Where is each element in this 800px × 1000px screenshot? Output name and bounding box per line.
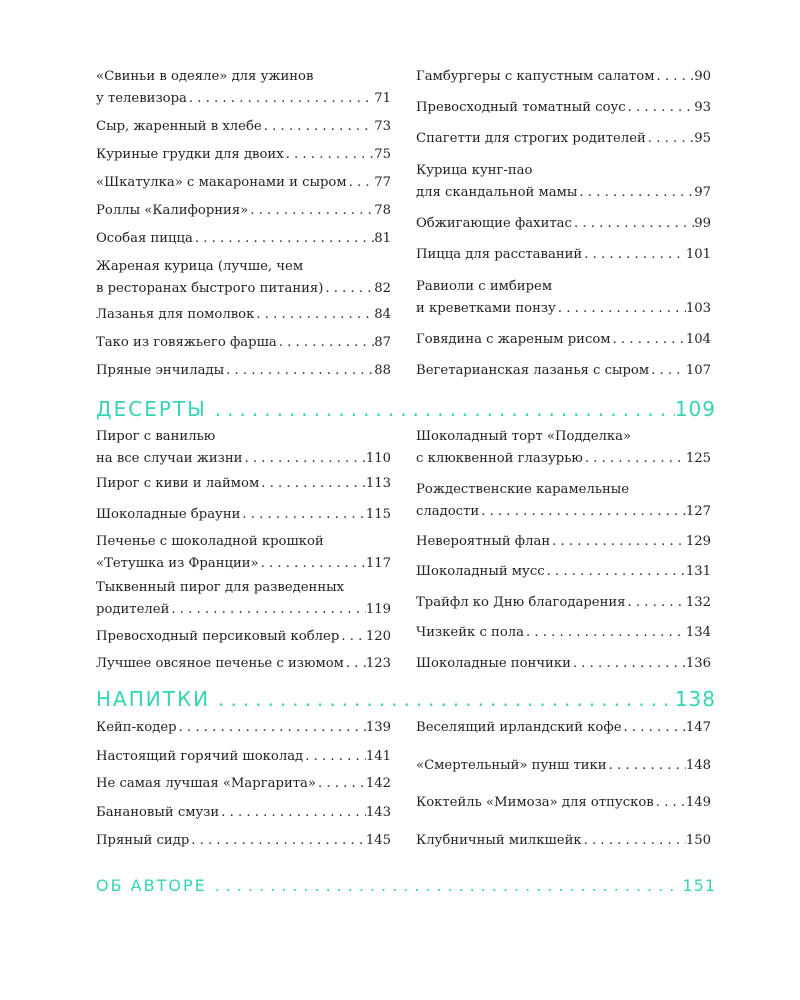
entry-title: Кейп-кодер — [96, 720, 177, 735]
leader-dots — [344, 653, 366, 675]
section-drinks-header[interactable] — [96, 687, 716, 711]
toc-entry[interactable] — [416, 622, 711, 644]
desserts-right-column — [416, 426, 711, 676]
entry-title: Пряный сидр — [96, 833, 190, 848]
section-title: НАПИТКИ — [96, 687, 211, 711]
entry-title: сладости — [416, 504, 480, 519]
toc-entry[interactable] — [96, 473, 391, 495]
entry-page: 125 — [685, 451, 711, 466]
entry-title: Сыр, жаренный в хлебе — [96, 119, 262, 134]
leader-dots — [187, 88, 374, 110]
leader-dots — [577, 182, 694, 204]
desserts-left-column — [96, 426, 391, 676]
entry-page: 97 — [694, 185, 711, 200]
leader-dots — [323, 278, 374, 300]
leader-dots — [646, 128, 694, 150]
section-title: ОБ АВТОРЕ — [96, 876, 207, 895]
toc-entry[interactable] — [96, 332, 391, 354]
entry-title: Особая пицца — [96, 231, 193, 246]
entry-title: Трайфл ко Дню благодарения — [416, 595, 626, 610]
entry-title: Тыквенный пирог для разведенных — [96, 580, 345, 595]
section-title: ДЕСЕРТЫ — [96, 397, 207, 421]
toc-entry[interactable] — [96, 717, 391, 739]
leader-dots — [248, 200, 374, 222]
entry-title: Жареная курица (лучше, чем — [96, 259, 304, 274]
leader-dots — [240, 504, 365, 526]
entry-title: Шоколадные брауни — [96, 507, 241, 522]
entry-title: Веселящий ирландский кофе — [416, 720, 622, 735]
leader-dots — [607, 755, 686, 777]
entry-page: 81 — [374, 231, 391, 246]
entry-title: Пирог с ванилью — [96, 429, 216, 444]
entry-title: Рождественские карамельные — [416, 482, 630, 497]
entry-page: 136 — [685, 656, 711, 671]
drinks-left-column — [96, 717, 391, 867]
entry-title: Тако из говяжьего фарша — [96, 335, 277, 350]
leader-dots — [303, 746, 366, 768]
entry-title: Гамбургеры с капустным салатом — [416, 69, 655, 84]
toc-entry[interactable] — [96, 504, 391, 526]
entry-title: Превосходный томатный соус — [416, 100, 626, 115]
entry-title: с клюквенной глазурью — [416, 451, 583, 466]
leader-dots — [259, 473, 366, 495]
toc-entry[interactable] — [96, 228, 391, 250]
entry-title: Пирог с киви и лаймом — [96, 476, 260, 491]
leader-dots — [550, 531, 686, 553]
entry-page: 131 — [685, 564, 711, 579]
entry-page: 75 — [374, 147, 391, 162]
entry-title: Коктейль «Мимоза» для отпусков — [416, 795, 654, 810]
entry-page: 99 — [694, 216, 711, 231]
entry-title: для скандальной мамы — [416, 185, 578, 200]
entry-title: Обжигающие фахитас — [416, 216, 572, 231]
toc-entry[interactable] — [96, 66, 391, 110]
entry-title: Куриные грудки для двоих — [96, 147, 284, 162]
entry-page: 119 — [365, 602, 391, 617]
toc-entry[interactable] — [416, 244, 711, 266]
leader-dots — [207, 876, 683, 895]
entry-title: Печенье с шоколадной крошкой — [96, 534, 324, 549]
toc-entry[interactable] — [416, 592, 711, 614]
toc-entry[interactable] — [96, 256, 391, 300]
entry-title: и креветками понзу — [416, 301, 556, 316]
section-page: 138 — [674, 687, 716, 711]
toc-entry[interactable] — [96, 200, 391, 222]
leader-dots — [242, 448, 365, 470]
leader-dots — [316, 773, 366, 795]
entry-title: Пряные энчилады — [96, 363, 225, 378]
toc-entry[interactable] — [416, 213, 711, 235]
leader-dots — [259, 553, 366, 575]
entry-page: 93 — [694, 100, 711, 115]
toc-entry[interactable] — [96, 773, 391, 795]
entry-page: 90 — [694, 69, 711, 84]
leader-dots — [582, 830, 686, 852]
toc-entry[interactable] — [416, 97, 711, 119]
entry-page: 134 — [685, 625, 711, 640]
entry-title: на все случаи жизни — [96, 451, 243, 466]
entry-page: 115 — [365, 507, 391, 522]
entry-page: 88 — [374, 363, 391, 378]
entry-page: 127 — [685, 504, 711, 519]
toc-entry[interactable] — [416, 479, 711, 523]
toc-entry[interactable] — [96, 746, 391, 768]
toc-entry[interactable] — [416, 128, 711, 150]
entry-page: 139 — [365, 720, 391, 735]
entry-title: Вегетарианская лазанья с сыром — [416, 363, 650, 378]
drinks-right-column — [416, 717, 711, 867]
entry-title: Настоящий горячий шоколад — [96, 749, 304, 764]
leader-dots — [654, 66, 694, 88]
toc-entry[interactable] — [416, 717, 711, 739]
toc-entry[interactable] — [416, 531, 711, 553]
toc-entry[interactable] — [416, 329, 711, 351]
toc-entry[interactable] — [96, 144, 391, 166]
entry-page: 149 — [685, 795, 711, 810]
entry-title: Чизкейк с пола — [416, 625, 524, 640]
entry-page: 103 — [685, 301, 711, 316]
entry-page: 129 — [685, 534, 711, 549]
entry-title: Лазанья для помолвок — [96, 307, 255, 322]
toc-entry[interactable] — [416, 160, 711, 204]
entry-page: 120 — [365, 629, 391, 644]
entry-title: «Свиньи в одеяле» для ужинов — [96, 69, 314, 84]
toc-entry[interactable] — [416, 66, 711, 88]
entry-page: 84 — [374, 307, 391, 322]
entry-page: 78 — [374, 203, 391, 218]
leader-dots — [611, 329, 686, 351]
entry-page: 107 — [685, 363, 711, 378]
entry-page: 113 — [365, 476, 391, 491]
leader-dots — [556, 298, 686, 320]
entry-title: «Смертельный» пунш тики — [416, 758, 607, 773]
section-page: 151 — [682, 876, 716, 895]
toc-entry[interactable] — [416, 360, 711, 382]
leader-dots — [210, 687, 675, 711]
leader-dots — [572, 213, 694, 235]
entry-title: родителей — [96, 602, 170, 617]
entry-title: Клубничный милкшейк — [416, 833, 582, 848]
leader-dots — [189, 830, 366, 852]
entry-page: 148 — [685, 758, 711, 773]
leader-dots — [193, 228, 374, 250]
entry-page: 82 — [374, 281, 391, 296]
mains-left-column — [96, 66, 391, 396]
section-desserts-header[interactable] — [96, 397, 716, 421]
entry-page: 123 — [365, 656, 391, 671]
entry-page: 73 — [374, 119, 391, 134]
entry-page: 77 — [374, 175, 391, 190]
entry-page: 145 — [365, 833, 391, 848]
leader-dots — [654, 792, 686, 814]
toc-entry[interactable] — [416, 755, 711, 777]
toc-entry[interactable] — [416, 426, 711, 470]
toc-entry[interactable] — [416, 561, 711, 583]
entry-title: «Тетушка из Франции» — [96, 556, 259, 571]
mains-right-column — [416, 66, 711, 396]
leader-dots — [347, 172, 375, 194]
leader-dots — [479, 501, 686, 523]
entry-title: Равиоли с имбирем — [416, 279, 553, 294]
entry-page: 71 — [374, 91, 391, 106]
toc-entry[interactable] — [96, 426, 391, 470]
toc-entry[interactable] — [416, 830, 711, 852]
leader-dots — [207, 397, 675, 421]
leader-dots — [582, 244, 686, 266]
entry-page: 132 — [685, 595, 711, 610]
entry-title: Не самая лучшая «Маргарита» — [96, 776, 316, 791]
toc-entry[interactable] — [96, 802, 391, 824]
leader-dots — [177, 717, 366, 739]
entry-page: 147 — [685, 720, 711, 735]
leader-dots — [254, 304, 374, 326]
leader-dots — [524, 622, 686, 644]
leader-dots — [224, 360, 374, 382]
leader-dots — [626, 97, 695, 119]
leader-dots — [571, 653, 686, 675]
leader-dots — [626, 592, 686, 614]
entry-title: Говядина с жареным рисом — [416, 332, 611, 347]
section-about-header[interactable] — [96, 876, 716, 895]
toc-entry[interactable] — [96, 304, 391, 326]
toc-entry[interactable] — [96, 653, 391, 675]
entry-page: 141 — [365, 749, 391, 764]
entry-page: 142 — [365, 776, 391, 791]
entry-title: Шоколадные пончики — [416, 656, 571, 671]
entry-title: Спагетти для строгих родителей — [416, 131, 646, 146]
entry-title: Курица кунг-пао — [416, 163, 533, 178]
leader-dots — [622, 717, 686, 739]
toc-entry[interactable] — [416, 276, 711, 320]
entry-title: в ресторанах быстрого питания) — [96, 281, 324, 296]
entry-title: Пицца для расставаний — [416, 247, 583, 262]
entry-title: «Шкатулка» с макаронами и сыром — [96, 175, 347, 190]
entry-title: Роллы «Калифорния» — [96, 203, 249, 218]
entry-page: 87 — [374, 335, 391, 350]
toc-entry[interactable] — [96, 116, 391, 138]
entry-title: Лучшее овсяное печенье с изюмом — [96, 656, 344, 671]
entry-page: 150 — [685, 833, 711, 848]
leader-dots — [649, 360, 686, 382]
entry-title: Шоколадный мусс — [416, 564, 545, 579]
leader-dots — [169, 599, 365, 621]
toc-entry[interactable] — [96, 577, 391, 621]
toc-entry[interactable] — [96, 626, 391, 648]
entry-page: 143 — [365, 805, 391, 820]
toc-entry[interactable] — [416, 653, 711, 675]
leader-dots — [284, 144, 375, 166]
toc-entry[interactable] — [96, 531, 391, 575]
toc-entry[interactable] — [96, 360, 391, 382]
entry-title: Невероятный флан — [416, 534, 551, 549]
leader-dots — [339, 626, 366, 648]
entry-page: 117 — [365, 556, 391, 571]
leader-dots — [277, 332, 375, 354]
leader-dots — [545, 561, 686, 583]
entry-page: 101 — [685, 247, 711, 262]
leader-dots — [262, 116, 375, 138]
toc-entry[interactable] — [96, 172, 391, 194]
section-page: 109 — [674, 397, 716, 421]
entry-title: Банановый смузи — [96, 805, 220, 820]
entry-title: Превосходный персиковый коблер — [96, 629, 340, 644]
toc-entry[interactable] — [96, 830, 391, 852]
leader-dots — [583, 448, 686, 470]
toc-entry[interactable] — [416, 792, 711, 814]
entry-page: 110 — [365, 451, 391, 466]
entry-title: у телевизора — [96, 91, 187, 106]
entry-page: 104 — [685, 332, 711, 347]
leader-dots — [219, 802, 366, 824]
entry-page: 95 — [694, 131, 711, 146]
entry-title: Шоколадный торт «Подделка» — [416, 429, 632, 444]
